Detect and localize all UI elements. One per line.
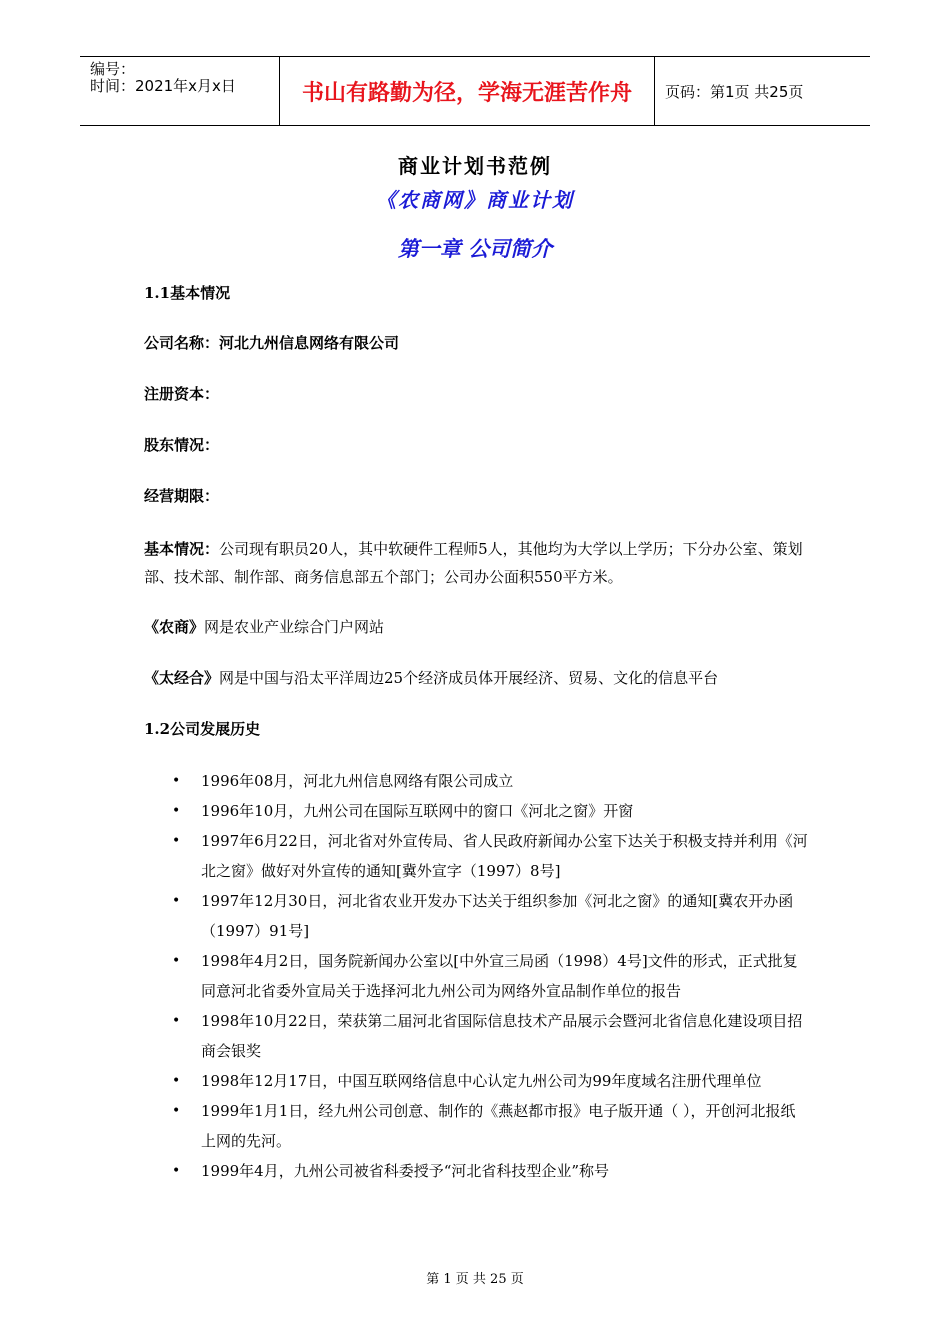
list-item: • 1998年10月22日，荣获第二届河北省国际信息技术产品展示会暨河北省信息化建设项目招商会银奖 xyxy=(168,1006,808,1066)
list-item: • 1999年4月，九州公司被省科委授予“河北省科技型企业”称号 xyxy=(168,1156,808,1186)
page-footer: 第 1 页 共 25 页 xyxy=(426,1272,524,1287)
bullet-icon: • xyxy=(172,803,181,819)
bullet-icon: • xyxy=(172,953,181,969)
taijinghe-paragraph xyxy=(144,665,814,691)
list-item: • 1998年4月2日，国务院新闻办公室以[中外宣三局函（1998）4号]文件的形式，正式批复同意河北省委外宣局关于选择河北九州公司为网络外宣品制作单位的报告 xyxy=(168,946,808,1006)
basic-info-label: 基本情况： xyxy=(144,540,220,558)
header-page-info: 页码：第1页 共25页 xyxy=(665,82,804,101)
history-list xyxy=(168,766,808,1186)
bullet-icon: • xyxy=(172,893,181,909)
page-header xyxy=(80,56,870,126)
bullet-icon: • xyxy=(172,773,181,789)
document-title: 商业计划书范例 xyxy=(398,154,552,178)
bullet-icon: • xyxy=(172,1073,181,1089)
nongshang-label: 《农商》 xyxy=(144,618,205,636)
header-motto: 书山有路勤为径，学海无涯苦作舟 xyxy=(280,57,655,125)
nongshang-text: 网是农业产业综合门户网站 xyxy=(204,618,385,636)
list-item: • 1998年12月17日，中国互联网络信息中心认定九州公司为99年度域名注册代理单位 xyxy=(168,1066,808,1096)
business-term: 经营期限： xyxy=(144,487,220,505)
basic-info-text: 公司现有职员20人，其中软硬件工程师5人，其他均为大学以上学历；下分办公室、策划部、技术部、制作部、商务信息部五个部门；公司办公面积550平方米。 xyxy=(144,540,803,586)
taijinghe-text: 网是中国与沿太平洋周边25个经济成员体开展经济、贸易、文化的信息平台 xyxy=(219,669,719,687)
nongshang-paragraph xyxy=(144,614,814,640)
company-name: 公司名称：河北九州信息网络有限公司 xyxy=(144,334,400,352)
list-item: • 1997年12月30日，河北省农业开发办下达关于组织参加《河北之窗》的通知[冀农开办函（1997）91号] xyxy=(168,886,808,946)
list-item: • 1997年6月22日，河北省对外宣传局、省人民政府新闻办公室下达关于积极支持并利用《河北之窗》做好对外宣传的通知[冀外宣字（1997）8号] xyxy=(168,826,808,886)
registered-capital: 注册资本： xyxy=(144,385,220,403)
document-subtitle: 《农商网》商业计划 xyxy=(376,188,574,212)
chapter-heading: 第一章 公司简介 xyxy=(397,237,553,261)
bullet-icon: • xyxy=(172,833,181,849)
shareholders: 股东情况： xyxy=(144,436,220,454)
basic-info-paragraph xyxy=(144,535,814,591)
time-label: 时间：2021年x月x日 xyxy=(90,77,236,95)
section-heading-1-2: 1.2公司发展历史 xyxy=(144,720,261,738)
taijinghe-label: 《太经合》 xyxy=(144,669,220,687)
bullet-icon: • xyxy=(172,1163,181,1179)
bullet-icon: • xyxy=(172,1013,181,1029)
bullet-icon: • xyxy=(172,1103,181,1119)
section-heading-1-1: 1.1基本情况 xyxy=(144,284,231,302)
header-meta xyxy=(80,57,280,125)
list-item: • 1996年10月，九州公司在国际互联网中的窗口《河北之窗》开窗 xyxy=(168,796,808,826)
list-item: • 1996年08月，河北九州信息网络有限公司成立 xyxy=(168,766,808,796)
number-label: 编号： xyxy=(90,60,136,78)
list-item: • 1999年1月1日，经九州公司创意、制作的《燕赵都市报》电子版开通（ ），开创河北报纸上网的先河。 xyxy=(168,1096,808,1156)
